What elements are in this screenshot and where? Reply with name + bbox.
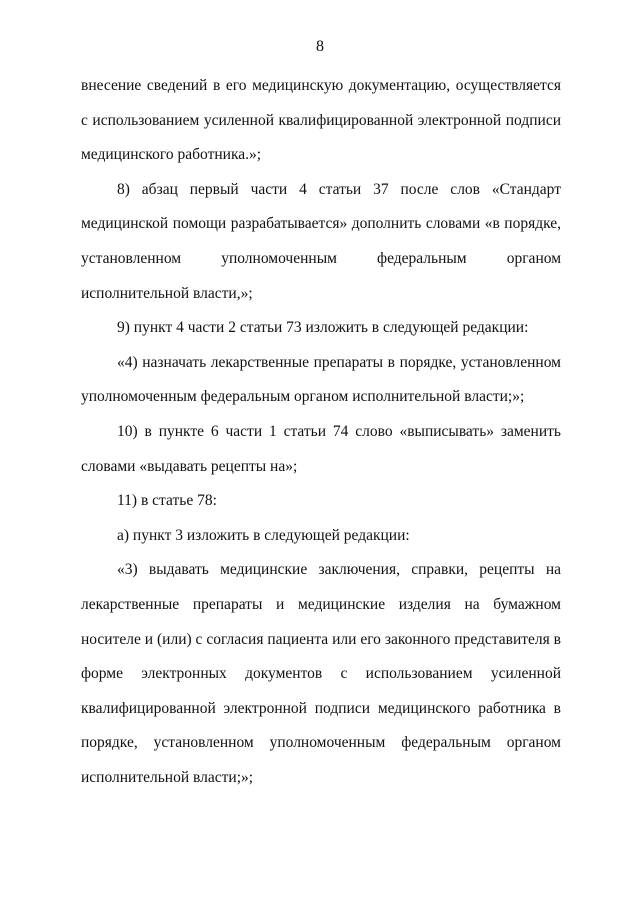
paragraph-item-11a-quote: «3) выдавать медицинские заключения, справки, рецепты на лекарственные препараты и медицинские изделия на бумажном носителе и (или) с согласия пациента или его законного представителя в форме электронных документов с использованием усиленной квалифицированной электронной подписи медицинского работника в порядке, установленном уполномоченным федеральным органом исполнительной власти;»; — [81, 561, 561, 786]
page-number: 8 — [316, 38, 324, 55]
paragraph-item-8: 8) абзац первый части 4 статьи 37 после слов «Стандарт медицинской помощи разрабатывается» дополнить словами «в порядке, установленном уполномоченным федеральным органом исполнительной власти,»; — [81, 180, 561, 302]
paragraph-item-9-quote: «4) назначать лекарственные препараты в порядке, установленном уполномоченным федеральным органом исполнительной власти;»; — [81, 353, 561, 406]
paragraph-continuation: внесение сведений в его медицинскую документацию, осуществляется с использованием усиленной квалифицированной электронной подписи медицинского работника.»; — [81, 77, 561, 164]
paragraph-item-10: 10) в пункте 6 части 1 статьи 74 слово «выписывать» заменить словами «выдавать рецепты на»; — [81, 422, 561, 475]
paragraph-item-9: 9) пункт 4 части 2 статьи 73 изложить в следующей редакции: — [117, 319, 529, 337]
document-body — [81, 69, 561, 795]
paragraph-item-11a: а) пункт 3 изложить в следующей редакции: — [117, 526, 410, 544]
paragraph-item-11: 11) в статье 78: — [117, 492, 217, 510]
